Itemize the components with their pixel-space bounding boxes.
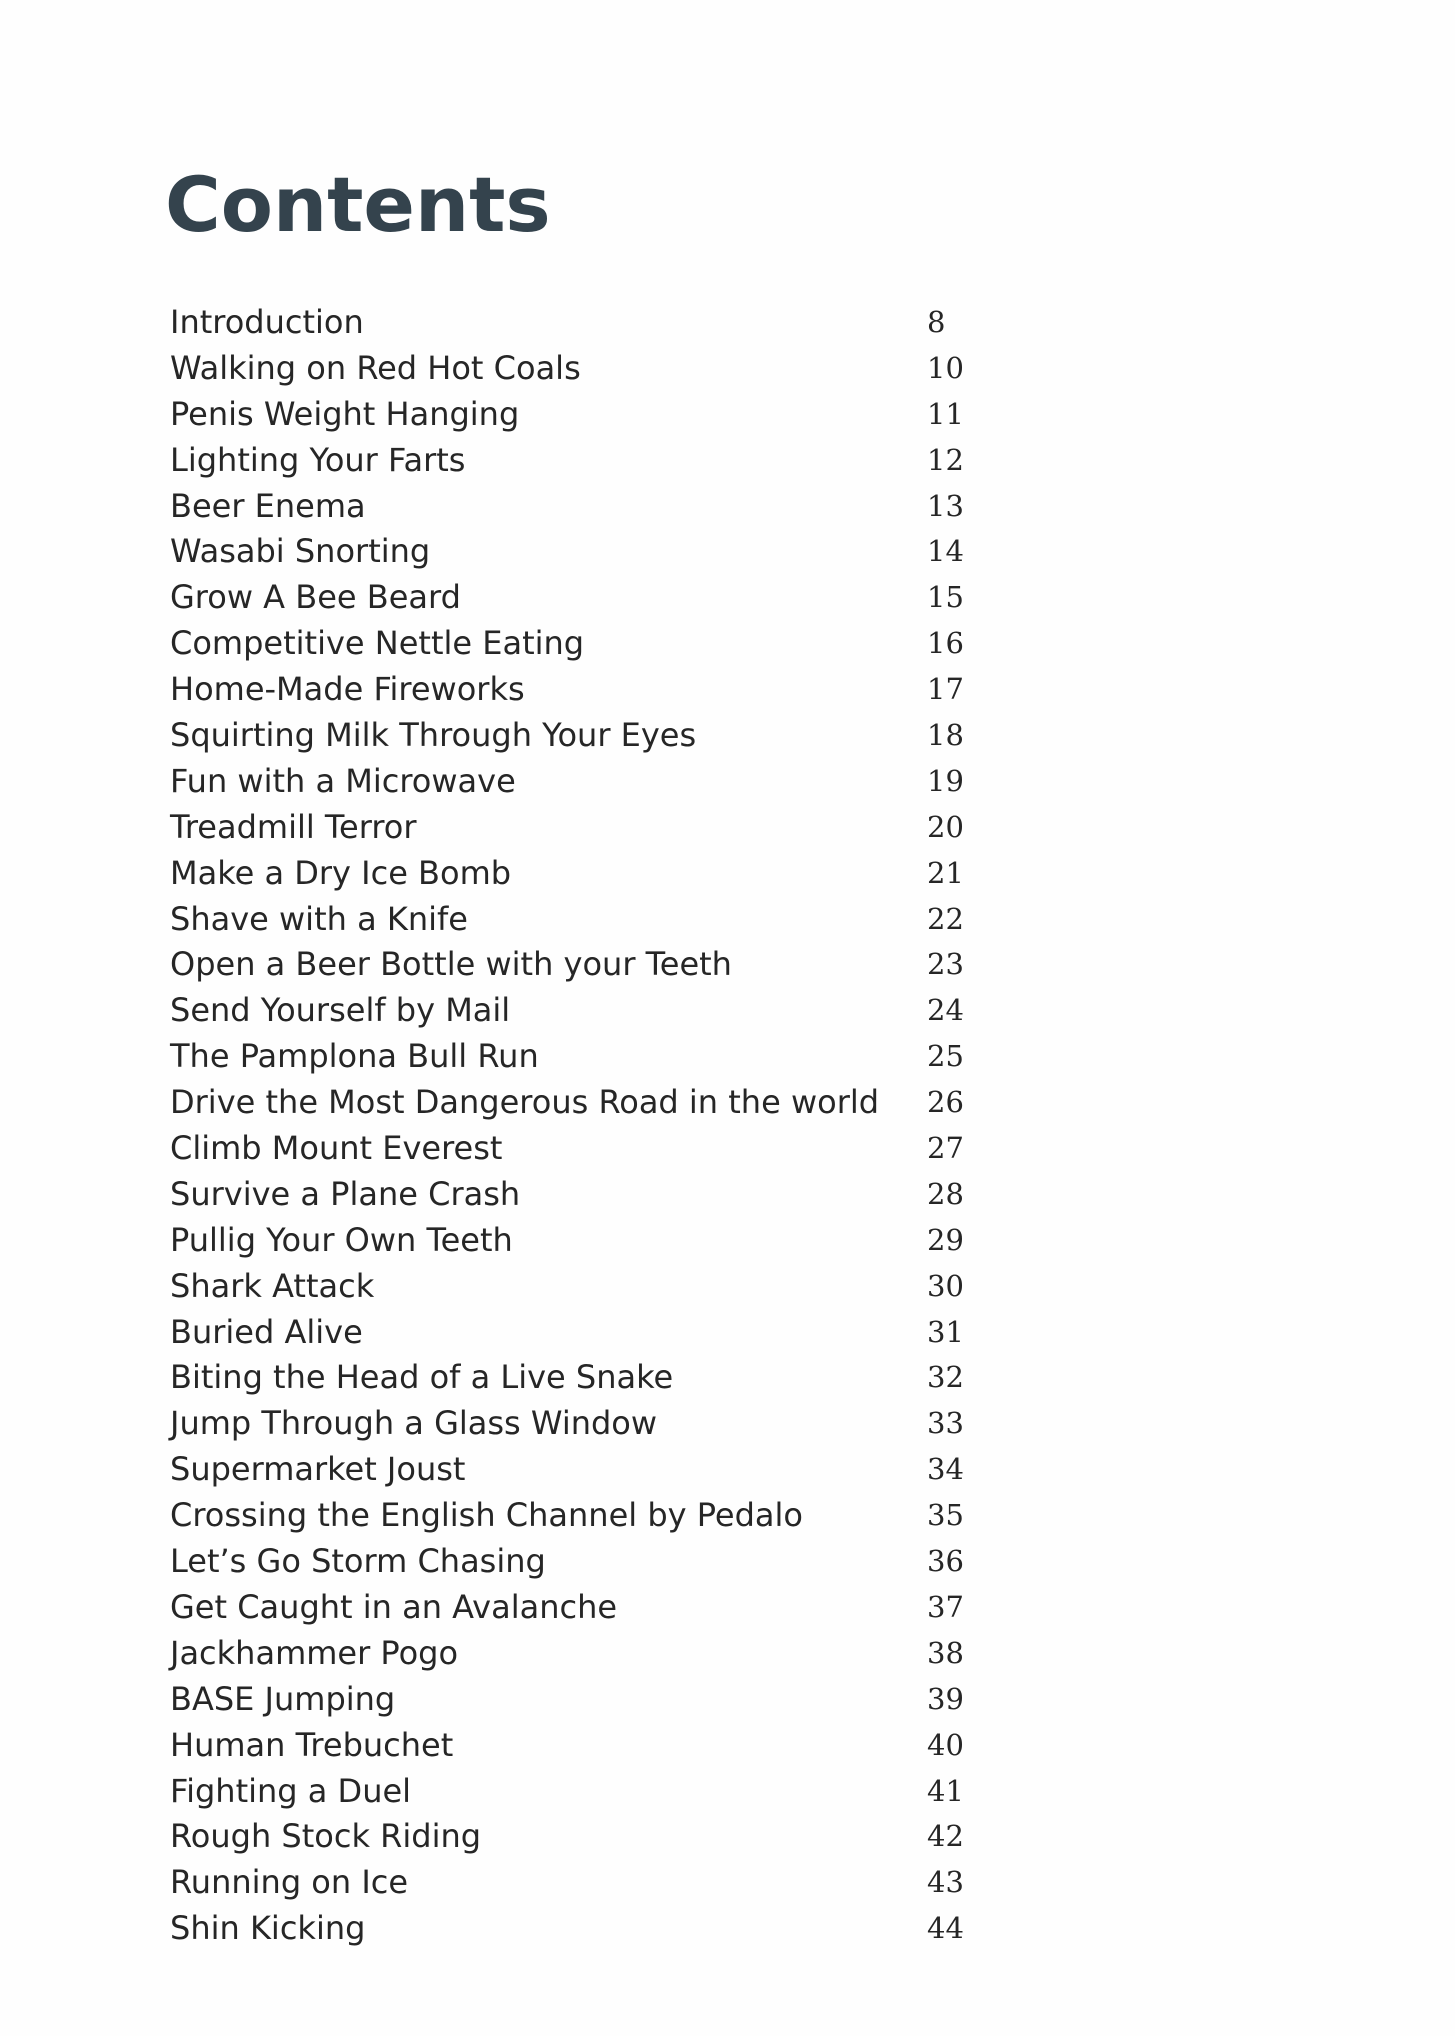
toc-entry-title: Shark Attack — [170, 1266, 375, 1305]
toc-entry — [170, 1218, 970, 1264]
toc-entry-page-number: 18 — [927, 718, 964, 753]
toc-entry-page-number: 33 — [927, 1406, 964, 1441]
toc-entry — [170, 1264, 970, 1310]
toc-entry-page-number: 10 — [927, 350, 964, 385]
toc-entry-title: Shave with a Knife — [170, 899, 468, 938]
toc-entry — [170, 621, 970, 667]
toc-entry-title: Get Caught in an Avalanche — [170, 1587, 618, 1626]
toc-entry — [170, 1860, 970, 1906]
toc-entry — [170, 392, 970, 438]
toc-entry-page-number: 13 — [927, 488, 964, 523]
toc-entry-page-number: 44 — [927, 1911, 964, 1946]
toc-entry-page-number: 42 — [927, 1819, 964, 1854]
toc-entry-title: Competitive Nettle Eating — [170, 624, 585, 663]
toc-entry-page-number: 22 — [927, 901, 964, 936]
toc-entry-page-number: 31 — [927, 1314, 964, 1349]
toc-entry-title: Drive the Most Dangerous Road in the world — [170, 1083, 880, 1122]
toc-entry-title: Supermarket Joust — [170, 1450, 466, 1489]
toc-entry-page-number: 37 — [927, 1589, 964, 1624]
toc-entry-title: Home-Made Fireworks — [170, 670, 525, 709]
toc-entry — [170, 713, 970, 759]
toc-entry-page-number: 12 — [927, 442, 964, 477]
toc-entry — [170, 759, 970, 805]
toc-entry-title: Lighting Your Farts — [170, 440, 466, 479]
toc-entry-page-number: 20 — [927, 809, 964, 844]
toc-entry-page-number: 27 — [927, 1131, 964, 1166]
toc-entry — [170, 484, 970, 530]
toc-entry-page-number: 14 — [927, 534, 964, 569]
toc-entry-page-number: 16 — [927, 626, 964, 661]
toc-entry-page-number: 19 — [927, 763, 964, 798]
toc-entry-page-number: 25 — [927, 1039, 964, 1074]
toc-entry — [170, 1401, 970, 1447]
toc-entry-title: The Pamplona Bull Run — [170, 1037, 539, 1076]
toc-entry-page-number: 24 — [927, 993, 964, 1028]
toc-entry — [170, 1723, 970, 1769]
toc-entry-title: Jump Through a Glass Window — [170, 1404, 658, 1443]
toc-entry-page-number: 17 — [927, 672, 964, 707]
toc-entry — [170, 1539, 970, 1585]
toc-entry-title: Fun with a Microwave — [170, 761, 516, 800]
toc-entry-title: Let’s Go Storm Chasing — [170, 1542, 546, 1581]
toc-entry — [170, 1034, 970, 1080]
toc-entry-page-number: 36 — [927, 1544, 964, 1579]
toc-entry-page-number: 11 — [927, 396, 964, 431]
toc-entry — [170, 575, 970, 621]
toc-entry-page-number: 35 — [927, 1498, 964, 1533]
toc-entry — [170, 988, 970, 1034]
table-of-contents — [170, 300, 970, 1952]
toc-entry-page-number: 15 — [927, 580, 964, 615]
toc-entry-title: Introduction — [170, 303, 364, 341]
toc-entry-title: Wasabi Snorting — [170, 532, 431, 571]
toc-entry — [170, 1126, 970, 1172]
toc-entry — [170, 1814, 970, 1860]
toc-entry — [170, 1677, 970, 1723]
toc-entry-title: Survive a Plane Crash — [170, 1174, 521, 1213]
toc-entry-page-number: 8 — [927, 305, 946, 339]
toc-entry — [170, 667, 970, 713]
toc-entry-page-number: 28 — [927, 1176, 964, 1211]
toc-entry-page-number: 43 — [927, 1865, 964, 1900]
toc-entry-title: Jackhammer Pogo — [170, 1633, 459, 1672]
toc-entry — [170, 805, 970, 851]
toc-entry-page-number: 34 — [927, 1452, 964, 1487]
toc-entry — [170, 1906, 970, 1952]
toc-entry-title: Walking on Red Hot Coals — [170, 348, 581, 387]
toc-entry-title: Penis Weight Hanging — [170, 394, 520, 433]
page-title: Contents — [165, 160, 551, 249]
toc-entry-page-number: 26 — [927, 1085, 964, 1120]
toc-entry — [170, 346, 970, 392]
toc-entry-title: Send Yourself by Mail — [170, 991, 511, 1030]
toc-entry-title: Pullig Your Own Teeth — [170, 1220, 513, 1259]
toc-entry-page-number: 21 — [927, 855, 964, 890]
toc-entry — [170, 851, 970, 897]
toc-entry — [170, 1631, 970, 1677]
toc-entry-title: Running on Ice — [170, 1863, 409, 1902]
toc-entry-title: Grow A Bee Beard — [170, 578, 461, 617]
toc-entry-page-number: 30 — [927, 1268, 964, 1303]
toc-entry-title: Shin Kicking — [170, 1909, 366, 1948]
toc-entry-page-number: 32 — [927, 1360, 964, 1395]
toc-entry-page-number: 23 — [927, 947, 964, 982]
toc-entry-title: Human Trebuchet — [170, 1725, 454, 1764]
toc-entry-title: BASE Jumping — [170, 1679, 396, 1718]
toc-entry-page-number: 39 — [927, 1681, 964, 1716]
toc-entry-title: Make a Dry Ice Bomb — [170, 853, 512, 892]
toc-entry-page-number: 38 — [927, 1635, 964, 1670]
toc-entry — [170, 1080, 970, 1126]
toc-entry — [170, 1447, 970, 1493]
toc-entry — [170, 942, 970, 988]
toc-entry — [170, 529, 970, 575]
toc-entry-title: Beer Enema — [170, 486, 366, 525]
toc-entry-title: Buried Alive — [170, 1312, 363, 1351]
toc-entry — [170, 438, 970, 484]
toc-entry-title: Crossing the English Channel by Pedalo — [170, 1496, 803, 1535]
toc-entry — [170, 1172, 970, 1218]
toc-entry — [170, 1493, 970, 1539]
toc-entry-title: Open a Beer Bottle with your Teeth — [170, 945, 732, 984]
toc-entry — [170, 1585, 970, 1631]
toc-entry-page-number: 29 — [927, 1222, 964, 1257]
toc-entry-title: Climb Mount Everest — [170, 1129, 503, 1168]
toc-entry-page-number: 40 — [927, 1727, 964, 1762]
toc-entry-title: Biting the Head of a Live Snake — [170, 1358, 674, 1397]
toc-entry-title: Squirting Milk Through Your Eyes — [170, 716, 697, 755]
toc-entry — [170, 897, 970, 943]
toc-entry — [170, 1355, 970, 1401]
toc-entry — [170, 1310, 970, 1356]
toc-entry — [170, 1769, 970, 1815]
toc-entry-title: Rough Stock Riding — [170, 1817, 482, 1856]
toc-entry-page-number: 41 — [927, 1773, 964, 1808]
toc-entry-title: Treadmill Terror — [170, 807, 417, 846]
toc-entry — [170, 300, 970, 346]
toc-entry-title: Fighting a Duel — [170, 1771, 412, 1810]
